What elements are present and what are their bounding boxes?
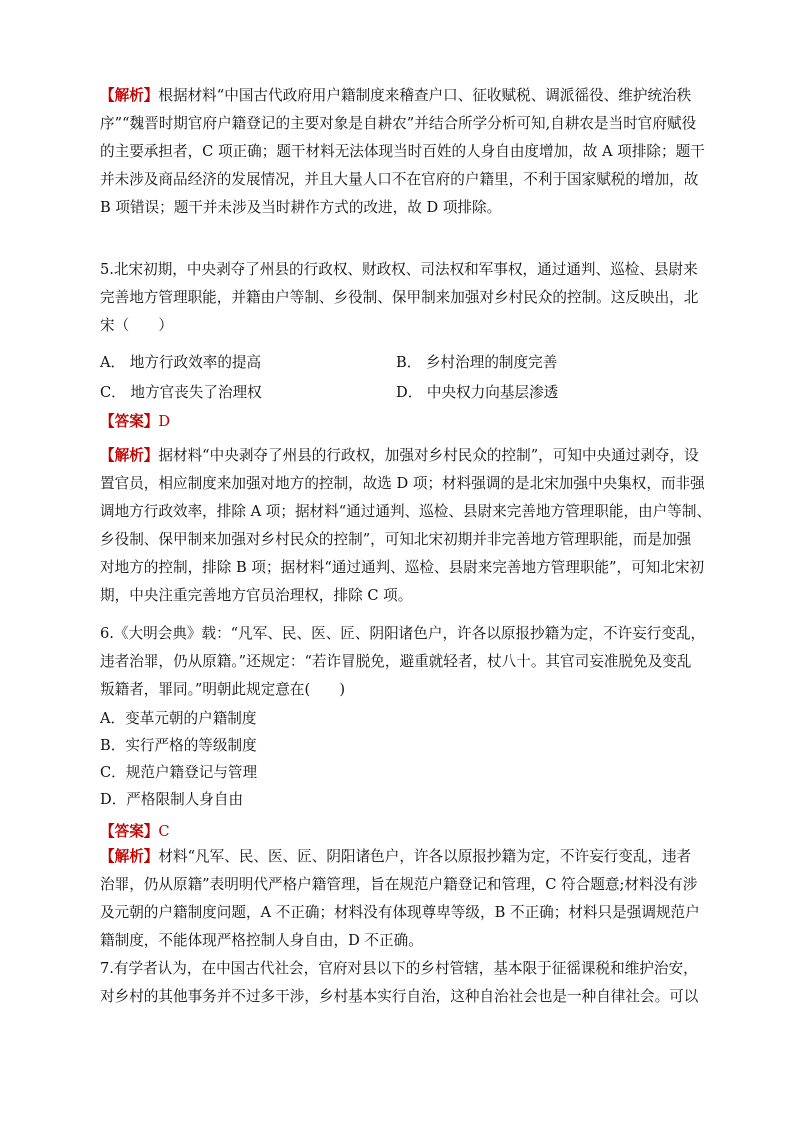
analysis-text-line: 期，中央注重完善地方官员治理权，排除 C 项。 (100, 587, 413, 604)
stem-line: 对乡村的其他事务并不过多干涉，乡村基本实行自治，这种自治社会也是一种自律社会。可以 (100, 988, 699, 1005)
question-6-stem (100, 620, 706, 704)
stem-line: 5.北宋初期，中央剥夺了州县的行政权、财政权、司法权和军事权，通过通判、巡检、县尉来 (100, 261, 698, 278)
option-b: B． 乡村治理的制度完善 (396, 354, 558, 371)
analysis-label: 【解析】 (100, 447, 159, 464)
answer-value: D (158, 413, 171, 430)
question-5-options (100, 348, 690, 408)
option-c: C．规范户籍登记与管理 (100, 764, 258, 781)
question-5-answer (100, 408, 690, 436)
stem-line: 6.《大明会典》载：“凡军、民、医、匠、阴阳诸色户，许各以原报抄籍为定，不许妄行变乱， (100, 625, 706, 642)
question-6-answer (100, 818, 690, 846)
analysis-text-line: B 项错误；题干并未涉及当时耕作方式的改进，故 D 项排除。 (100, 199, 502, 216)
answer-label: 【答案】 (100, 823, 159, 840)
option-a: A． 地方行政效率的提高 (100, 354, 262, 371)
question-5-stem (100, 256, 699, 340)
analysis-text-line: 及元朝的户籍制度问题，A 不正确；材料没有体现尊卑等级，B 不正确；材料只是强调规范户 (100, 904, 700, 921)
analysis-text-line: 的主要承担者，C 项正确；题干材料无法体现当时百姓的人身自由度增加，故 A 项排除；题干 (100, 143, 705, 160)
analysis-label: 【解析】 (100, 848, 159, 865)
analysis-text-line: 对地方的控制，排除 B 项；据材料“通过通判、巡检、县尉来完善地方管理职能”，可知北宋初 (100, 559, 705, 576)
analysis-text-line: 据材料“中央剥夺了州县的行政权，加强对乡村民众的控制”，可知中央通过剥夺，设 (158, 447, 699, 464)
option-d: D． 中央权力向基层渗透 (396, 384, 559, 401)
analysis-text-line: 根据材料“中国古代政府用户籍制度来稽查户口、征收赋税、调派徭役、维护统治秩 (158, 87, 692, 104)
stem-line: 叛籍者，罪同。”明朝此规定意在( ) (100, 681, 346, 698)
option-c: C． 地方官丧失了治理权 (100, 384, 262, 401)
option-a: A．变革元朝的户籍制度 (100, 710, 257, 727)
stem-line: 完善地方管理职能，并籍由户等制、乡役制、保甲制来加强对乡村民众的控制。这反映出，北 (100, 289, 699, 306)
question-6-options (100, 705, 690, 813)
question-7-stem (100, 955, 699, 1011)
analysis-text-line: 并未涉及商品经济的发展情况，并且大量人口不在官府的户籍里，不利于国家赋税的增加，故 (100, 171, 699, 188)
analysis-text-line: 置官员，相应制度来加强对地方的控制，故选 D 项；材料强调的是北宋加强中央集权，而非强 (100, 475, 705, 492)
answer-label: 【答案】 (100, 413, 159, 430)
option-d: D．严格限制人身自由 (100, 791, 244, 808)
analysis-q4 (100, 82, 705, 222)
analysis-text-line: 治罪，仍从原籍”表明明代严格户籍管理，旨在规范户籍登记和管理，C 符合题意;材料没有涉 (100, 876, 698, 893)
analysis-text-line: 乡役制、保甲制来加强对乡村民众的控制”，可知北宋初期并非完善地方管理职能，而是加强 (100, 531, 692, 548)
analysis-text-line: 序”“魏晋时期官府户籍登记的主要对象是自耕农”并结合所学分析可知,自耕农是当时官府赋役 (100, 115, 697, 132)
stem-line: 7.有学者认为，在中国古代社会，官府对县以下的乡村管辖，基本限于征徭课税和维护治安， (100, 960, 698, 977)
analysis-text-line: 调地方行政效率，排除 A 项；据材料“通过通判、巡检、县尉来完善地方管理职能，由户等制、 (100, 503, 712, 520)
analysis-text-line: 材料“凡军、民、医、匠、阴阳诸色户，许各以原报抄籍为定，不许妄行变乱，违者 (158, 848, 692, 865)
analysis-label: 【解析】 (100, 87, 159, 104)
question-6-analysis (100, 843, 700, 955)
analysis-text-line: 籍制度，不能体现严格控制人身自由，D 不正确。 (100, 932, 423, 949)
answer-value: C (158, 823, 170, 840)
stem-line: 违者治罪，仍从原籍。”还规定：“若诈冒脱免，避重就轻者，杖八十。其官司妄准脱免及变乱 (100, 653, 692, 670)
question-5-analysis (100, 442, 712, 610)
option-b: B．实行严格的等级制度 (100, 737, 257, 754)
stem-line: 宋（ ） (100, 317, 173, 334)
